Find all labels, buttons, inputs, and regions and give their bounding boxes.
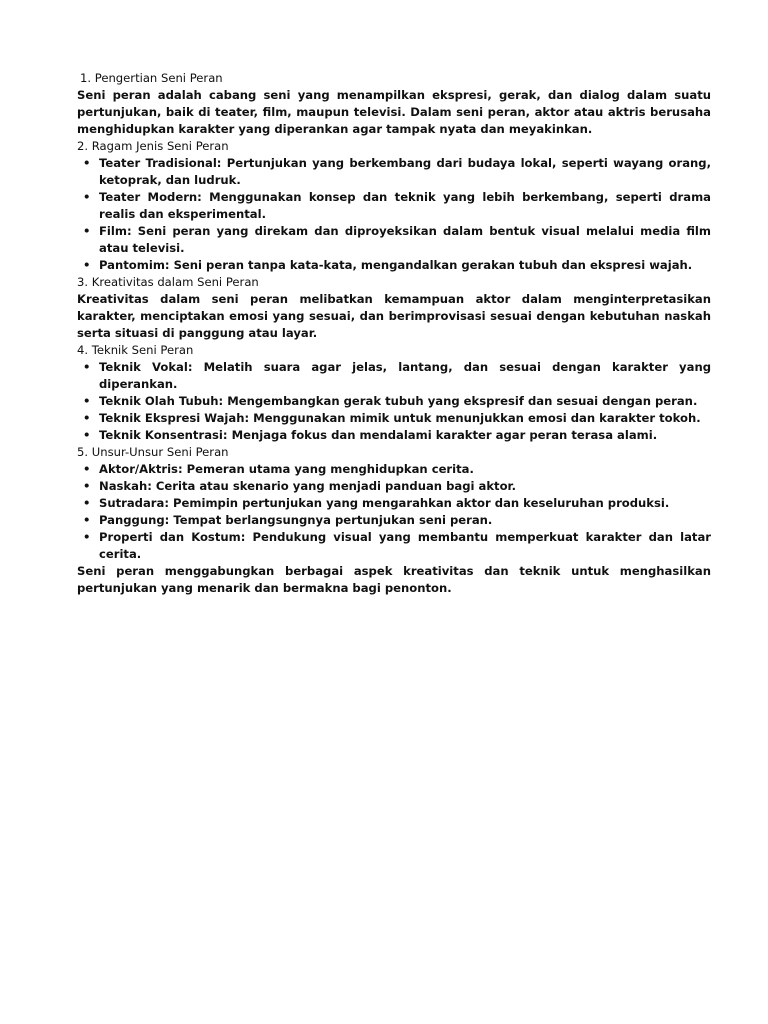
list-item (77, 478, 711, 495)
list-item-text: Teknik Vokal: Melatih suara agar jelas, lantang, dan sesuai dengan karakter yang diperankan. (99, 360, 711, 391)
list-item (77, 189, 711, 223)
list-item-text: Film: Seni peran yang direkam dan diproyeksikan dalam bentuk visual melalui media film atau televisi. (99, 224, 711, 255)
bullet-icon: • (83, 428, 91, 442)
list-item-text: Teknik Konsentrasi: Menjaga fokus dan mendalami karakter agar peran terasa alami. (99, 428, 658, 442)
list-item (77, 427, 711, 444)
list-item-text: Naskah: Cerita atau skenario yang menjadi panduan bagi aktor. (99, 479, 517, 493)
bullet-icon: • (83, 190, 91, 204)
list-item-text: Sutradara: Pemimpin pertunjukan yang mengarahkan aktor dan keseluruhan produksi. (99, 496, 670, 510)
list-item-text: Aktor/Aktris: Pemeran utama yang menghidupkan cerita. (99, 462, 474, 476)
list-item (77, 155, 711, 189)
list-item (77, 512, 711, 529)
section-heading: 4. Teknik Seni Peran (77, 343, 194, 357)
list-item (77, 461, 711, 478)
list-item-text: Teknik Ekspresi Wajah: Menggunakan mimik untuk menunjukkan emosi dan karakter tokoh. (99, 411, 701, 425)
section-heading: 5. Unsur-Unsur Seni Peran (77, 445, 229, 459)
list-item (77, 257, 711, 274)
list-item-text: Teknik Olah Tubuh: Mengembangkan gerak tubuh yang ekspresif dan sesuai dengan peran. (99, 394, 698, 408)
list-item (77, 529, 711, 563)
bullet-icon: • (83, 411, 91, 425)
section-heading: 2. Ragam Jenis Seni Peran (77, 139, 229, 153)
list-item-text: Teater Modern: Menggunakan konsep dan teknik yang lebih berkembang, seperti drama realis dan eksperimental. (99, 190, 711, 221)
section-pengertian (77, 70, 711, 138)
section-paragraph: Seni peran adalah cabang seni yang menampilkan ekspresi, gerak, dan dialog dalam suatu pertunjukan, baik di teater, film, maupun televisi. Dalam seni peran, aktor atau aktris berusaha menghidupkan karakter yang diperankan agar tampak nyata dan meyakinkan. (77, 88, 711, 136)
list-item (77, 223, 711, 257)
list-item-text: Teater Tradisional: Pertunjukan yang berkembang dari budaya lokal, seperti wayang orang, ketoprak, dan ludruk. (99, 156, 711, 187)
section-kreativitas (77, 274, 711, 342)
bullet-icon: • (83, 479, 91, 493)
bullet-icon: • (83, 224, 91, 238)
bullet-icon: • (83, 156, 91, 170)
section-heading: 1. Pengertian Seni Peran (80, 71, 223, 85)
bullet-list (77, 359, 711, 444)
list-item (77, 410, 711, 427)
section-paragraph: Kreativitas dalam seni peran melibatkan kemampuan aktor dalam menginterpretasikan karakter, menciptakan emosi yang sesuai, dan berimprovisasi sesuai dengan kebutuhan naskah serta situasi di panggung atau layar. (77, 292, 711, 340)
bullet-icon: • (83, 360, 91, 374)
list-item (77, 359, 711, 393)
bullet-list (77, 155, 711, 274)
section-heading: 3. Kreativitas dalam Seni Peran (77, 275, 259, 289)
bullet-icon: • (83, 394, 91, 408)
bullet-icon: • (83, 462, 91, 476)
closing-paragraph: Seni peran menggabungkan berbagai aspek kreativitas dan teknik untuk menghasilkan pertunjukan yang menarik dan bermakna bagi penonton. (77, 564, 711, 595)
list-item (77, 495, 711, 512)
bullet-icon: • (83, 513, 91, 527)
section-unsur (77, 444, 711, 563)
list-item-text: Properti dan Kostum: Pendukung visual yang membantu memperkuat karakter dan latar cerita. (99, 530, 711, 561)
list-item-text: Panggung: Tempat berlangsungnya pertunjukan seni peran. (99, 513, 493, 527)
bullet-icon: • (83, 496, 91, 510)
section-teknik (77, 342, 711, 444)
list-item-text: Pantomim: Seni peran tanpa kata-kata, mengandalkan gerakan tubuh dan ekspresi wajah. (99, 258, 693, 272)
bullet-icon: • (83, 530, 91, 544)
bullet-icon: • (83, 258, 91, 272)
bullet-list (77, 461, 711, 563)
section-ragam-jenis (77, 138, 711, 274)
document-page (77, 70, 711, 597)
list-item (77, 393, 711, 410)
